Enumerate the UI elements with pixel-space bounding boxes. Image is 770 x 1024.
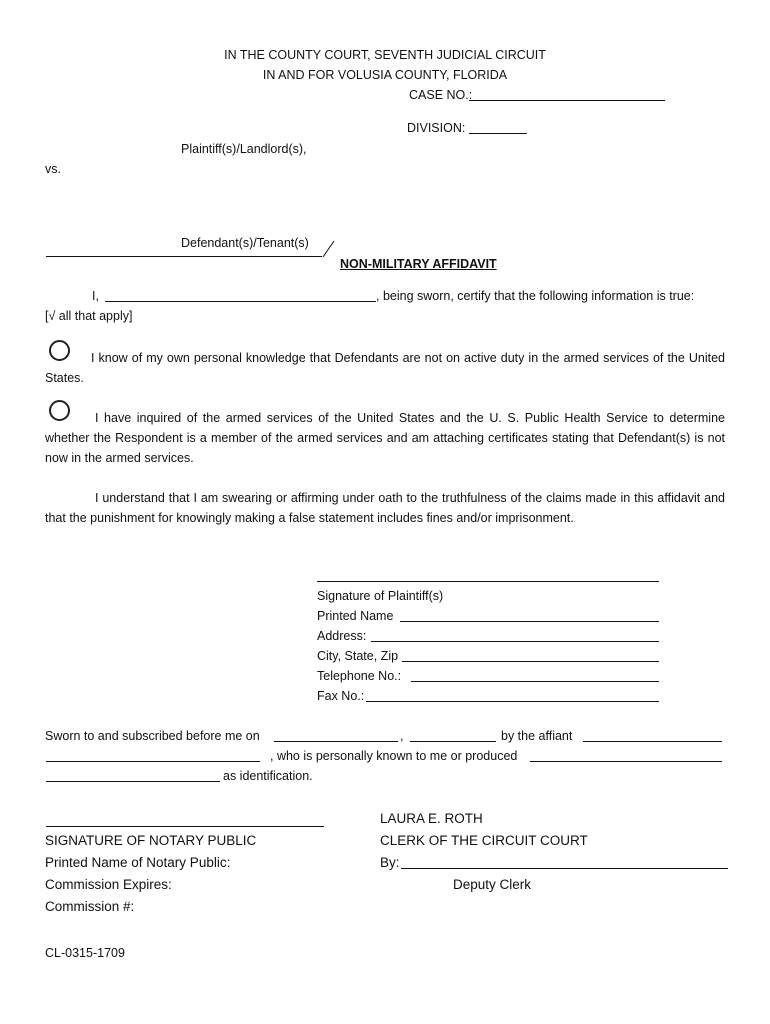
understanding-text: I understand that I am swearing or affirming under oath to the truthfulness of the claims made in this affidavit and that the punishment for knowingly making a false statement includes fines and/or imprisonment. xyxy=(45,491,725,525)
known-text: , who is personally known to me or produced xyxy=(270,749,518,763)
slash-mark xyxy=(320,240,336,258)
court-line-1: IN THE COUNTY COURT, SEVENTH JUDICIAL CIRCUIT xyxy=(224,48,546,62)
printed-name-field[interactable] xyxy=(400,621,659,622)
plaintiff-signature-field[interactable] xyxy=(317,581,659,582)
plaintiff-label: Plaintiff(s)/Landlord(s), xyxy=(181,142,307,156)
produced-field[interactable] xyxy=(530,761,722,762)
sworn-text: , being sworn, certify that the following information is true: xyxy=(376,289,695,303)
identification-field[interactable] xyxy=(46,781,220,782)
clerk-title: CLERK OF THE CIRCUIT COURT xyxy=(380,833,588,848)
check-note: [√ all that apply] xyxy=(45,309,133,323)
sworn-year-field[interactable] xyxy=(410,741,496,742)
case-no-label: CASE NO.: xyxy=(409,88,473,102)
i-label: I, xyxy=(92,289,99,303)
clerk-name: LAURA E. ROTH xyxy=(380,811,483,826)
telephone-field[interactable] xyxy=(411,681,659,682)
affiant-name-2-field[interactable] xyxy=(46,761,260,762)
clerk-signature-field[interactable] xyxy=(401,868,728,869)
telephone-label: Telephone No.: xyxy=(317,669,402,683)
defendant-field[interactable] xyxy=(46,256,322,257)
city-field[interactable] xyxy=(402,661,659,662)
commission-no-label: Commission #: xyxy=(45,899,135,914)
sworn-text-1: Sworn to and subscribed before me on xyxy=(45,729,260,743)
affiant-field[interactable] xyxy=(583,741,722,742)
defendant-label: Defendant(s)/Tenant(s) xyxy=(181,236,309,250)
by-label: By: xyxy=(380,855,400,870)
affidavit-title: NON-MILITARY AFFIDAVIT xyxy=(340,257,497,271)
identification-label: as identification. xyxy=(223,769,313,783)
printed-name-label: Printed Name xyxy=(317,609,394,623)
fax-label: Fax No.: xyxy=(317,689,365,703)
option-2-text: I have inquired of the armed services of the United States and the U. S. Public Health Service to determine whether the Respondent is a member of the armed services and am attaching certificates stating that Defendant(s) is not now in the armed services. xyxy=(45,411,725,465)
fax-field[interactable] xyxy=(366,701,659,702)
notary-printed-name-label: Printed Name of Notary Public: xyxy=(45,855,231,870)
sworn-comma: , xyxy=(400,729,404,743)
court-line-2: IN AND FOR VOLUSIA COUNTY, FLORIDA xyxy=(262,68,508,82)
address-field[interactable] xyxy=(371,641,659,642)
commission-expires-label: Commission Expires: xyxy=(45,877,172,892)
division-label: DIVISION: xyxy=(407,121,466,135)
address-label: Address: xyxy=(317,629,367,643)
case-no-field[interactable] xyxy=(469,100,665,101)
form-id: CL-0315-1709 xyxy=(45,946,125,960)
affiant-name-field[interactable] xyxy=(105,301,376,302)
deputy-clerk-label: Deputy Clerk xyxy=(453,877,532,892)
plaintiff-signature-label: Signature of Plaintiff(s) xyxy=(317,589,444,603)
notary-signature-field[interactable] xyxy=(46,826,324,827)
by-affiant-label: by the affiant xyxy=(501,729,573,743)
sworn-date-field[interactable] xyxy=(274,741,398,742)
vs-label: vs. xyxy=(45,162,61,176)
option-1-text: I know of my own personal knowledge that Defendants are not on active duty in the armed services of the United States. xyxy=(45,351,725,385)
notary-signature-label: SIGNATURE OF NOTARY PUBLIC xyxy=(45,833,257,848)
city-label: City, State, Zip xyxy=(317,649,399,663)
division-field[interactable] xyxy=(469,133,527,134)
